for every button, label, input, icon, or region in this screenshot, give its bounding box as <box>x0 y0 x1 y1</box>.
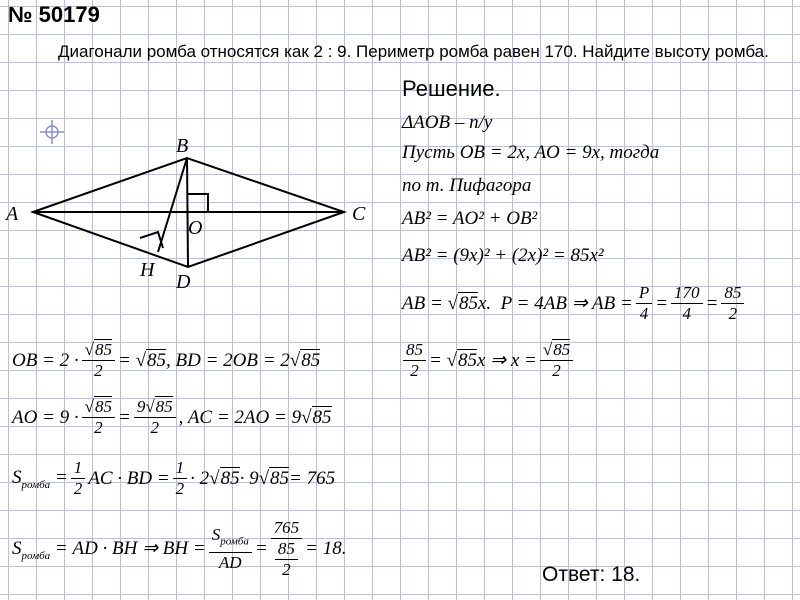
right-angle-mark-o <box>188 194 208 212</box>
label-a: A <box>6 203 19 225</box>
diagonal-bd <box>187 158 188 267</box>
solution-line-1: ΔAOB – п/у <box>402 112 493 133</box>
rhombus-figure <box>0 120 400 300</box>
label-b: B <box>176 135 189 157</box>
solution-heading: Решение. <box>402 76 501 101</box>
solution-line-5: AB² = (9x)² + (2x)² = 85x² <box>402 245 604 266</box>
step-height: $S_{ромба}$ = AD · BH ⇒ BH = $\frac{S_{ромба}}{AD}$ = $\frac{765}{\frac{85}{2}}$ = 18. <box>12 518 347 579</box>
height-bh <box>158 158 187 252</box>
solution-line-3: по т. Пифагора <box>402 175 532 196</box>
label-o: O <box>188 217 203 239</box>
step-ob-bd: OB = 2 · $\frac{√85}{2}$ = √ 85 , BD = 2OB = 2√ 85 <box>12 340 321 380</box>
solution-line-2: Пусть OB = 2x, AO = 9x, тогда <box>402 142 660 163</box>
solution-line-7: $\frac{85}{2}$ = √ 85 x ⇒ x = $\frac{√85}{2}$ <box>400 340 576 381</box>
solution-line-4: AB² = AO² + OB² <box>402 208 538 229</box>
solution-line-6: AB = √ 85 x. P = 4AB ⇒ AB = $\frac{P}{4}$ = $\frac{170}{4}$ = $\frac{85}{2}$ <box>402 283 747 324</box>
label-d: D <box>176 271 191 293</box>
problem-number: № 50179 <box>8 2 100 27</box>
problem-statement: Диагонали ромба относятся как 2 : 9. Периметр ромба равен 170. Найдите высоту ромба. <box>58 42 769 61</box>
step-area: $S_{ромба}$ = $\frac{1}{2}$ AC · BD = $\frac{1}{2}$ · 2√ 85 · 9√ 85 = 765 <box>12 458 336 498</box>
label-c: C <box>352 203 366 225</box>
step-ao-ac: AO = 9 · $\frac{√85}{2}$ = $\frac{9√85}{2}$ , AC = 2AO = 9√ 85 <box>12 397 332 437</box>
answer: Ответ: 18. <box>542 563 641 586</box>
label-h: H <box>140 259 155 281</box>
crosshair-icon <box>40 120 64 144</box>
